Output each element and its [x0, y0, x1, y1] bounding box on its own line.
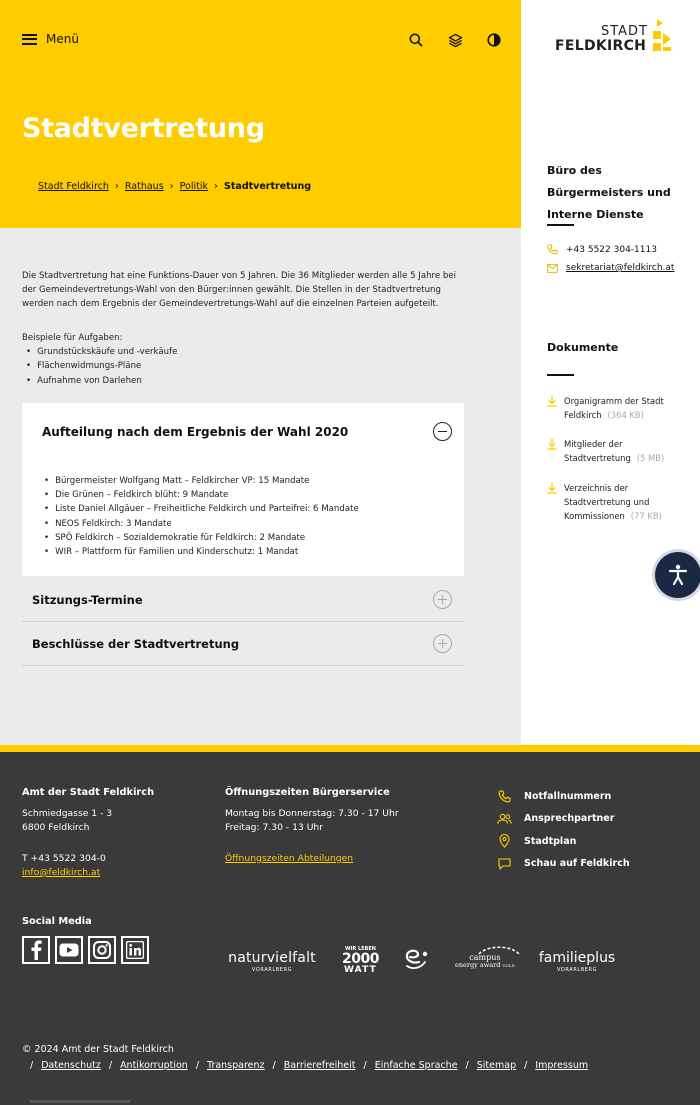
- social-media-title: Social Media: [22, 916, 92, 927]
- logo-text: naturvielfalt: [228, 949, 316, 966]
- phone-number: +43 5522 304-1113: [566, 244, 657, 255]
- list-item: • NEOS Feldkirch: 3 Mandate: [44, 517, 359, 531]
- search-button[interactable]: [407, 31, 425, 49]
- breadcrumb: [38, 181, 311, 192]
- breadcrumb-separator: ›: [169, 181, 174, 192]
- legal-link-sitemap[interactable]: Sitemap: [476, 1060, 517, 1071]
- contrast-icon: [487, 33, 501, 47]
- phone-icon: [498, 790, 511, 803]
- instagram-link[interactable]: [88, 936, 116, 964]
- office-email[interactable]: [547, 263, 674, 273]
- breadcrumb-current: Stadtvertretung: [224, 181, 312, 192]
- breadcrumb-rathaus[interactable]: Rathaus: [124, 181, 164, 192]
- separator: /: [30, 1060, 34, 1071]
- divider: [547, 374, 574, 376]
- accordion-beschluesse[interactable]: [22, 622, 464, 666]
- e5-logo[interactable]: [403, 946, 431, 976]
- office-title: Büro des Bürgermeisters und Interne Dienste: [547, 164, 671, 221]
- footer-city: 6800 Feldkirch: [22, 822, 90, 833]
- link-label: Ansprechpartner: [524, 813, 615, 825]
- logo-text: campus: [469, 952, 501, 962]
- youtube-link[interactable]: [55, 936, 83, 964]
- linkedin-icon: [126, 941, 144, 959]
- email-link[interactable]: sekretariat@feldkirch.at: [566, 263, 675, 273]
- logo-subtext: VORARLBERG: [556, 966, 598, 973]
- document-link-organigramm[interactable]: [547, 394, 692, 422]
- expand-icon[interactable]: [433, 634, 452, 653]
- expand-icon[interactable]: [433, 590, 452, 609]
- footer-quick-links: [497, 785, 630, 875]
- accessibility-button[interactable]: [655, 552, 700, 598]
- accordion-title[interactable]: Sitzungs-Termine: [32, 593, 143, 607]
- link-label: Schau auf Feldkirch: [524, 858, 630, 870]
- link-schau-auf-feldkirch[interactable]: [497, 853, 630, 876]
- documents-title: Dokumente: [547, 341, 619, 354]
- footer-hours: [225, 786, 399, 866]
- accordion-election-results: [22, 403, 464, 576]
- list-item: • Liste Daniel Allgäuer – Freiheitliche Feldkirch und Parteifrei: 6 Mandate: [44, 502, 359, 516]
- link-label: Stadtplan: [524, 835, 577, 847]
- breadcrumb-separator: ›: [114, 181, 119, 192]
- list-item: • Flächenwidmungs-Pläne: [26, 359, 177, 373]
- download-icon: [547, 395, 557, 407]
- e5-icon: [403, 946, 431, 972]
- election-results-list: [44, 474, 359, 559]
- document-name: Organigramm der Stadt Feldkirch: [564, 396, 664, 420]
- legal-link-transparenz[interactable]: Transparenz: [207, 1060, 265, 1071]
- breadcrumb-separator: ›: [214, 181, 219, 192]
- footer-phone: T +43 5522 304-0: [22, 852, 106, 864]
- accordion-title[interactable]: Beschlüsse der Stadtvertretung: [32, 637, 240, 651]
- list-item: • Bürgermeister Wolfgang Matt – Feldkircher VP: 15 Mandate: [44, 474, 359, 488]
- breadcrumb-home[interactable]: Stadt Feldkirch: [38, 181, 109, 192]
- 2000-watt-logo[interactable]: [342, 947, 379, 975]
- logo-text-feldkirch: FELDKIRCH: [555, 38, 647, 54]
- examples-title: Beispiele für Aufgaben:: [22, 333, 123, 343]
- footer-hours-line: Montag bis Donnerstag: 7.30 - 17 Uhr: [225, 807, 399, 819]
- footer-office-title: Amt der Stadt Feldkirch: [22, 787, 155, 798]
- horizontal-scrollbar[interactable]: [30, 1100, 130, 1103]
- document-name: Mitglieder der Stadtvertretung: [564, 439, 631, 463]
- footer-accent-line: [0, 745, 700, 752]
- accordion-title[interactable]: Aufteilung nach dem Ergebnis der Wahl 2020: [42, 425, 349, 439]
- collapse-icon[interactable]: [433, 422, 452, 441]
- divider: [547, 224, 574, 226]
- users-icon: [497, 813, 512, 825]
- document-size: (77 KB): [630, 511, 662, 521]
- footer: [0, 752, 700, 1105]
- accessibility-icon: [666, 563, 690, 587]
- youtube-icon: [59, 943, 79, 957]
- facebook-link[interactable]: [22, 936, 50, 964]
- download-icon: [547, 482, 557, 494]
- chat-icon: [498, 858, 511, 870]
- menu-label: Menü: [46, 32, 79, 46]
- separator: /: [524, 1060, 528, 1071]
- document-name: Verzeichnis der Stadtvertretung und Kommissionen: [564, 483, 650, 521]
- list-item: • Die Grünen – Feldkirch blüht: 9 Mandate: [44, 488, 359, 502]
- separator: /: [108, 1060, 113, 1071]
- document-link-mitglieder[interactable]: [547, 437, 692, 465]
- award-arc-icon: [477, 943, 521, 955]
- header-hero: [0, 0, 521, 228]
- footer-hours-line: Freitag: 7.30 - 13 Uhr: [225, 822, 324, 833]
- layers-button[interactable]: [446, 31, 464, 49]
- facebook-icon: [29, 940, 43, 960]
- logo-text: familieplus: [538, 949, 616, 966]
- separator: /: [363, 1060, 367, 1071]
- legal-link-einfache-sprache[interactable]: Einfache Sprache: [374, 1060, 458, 1071]
- separator: /: [195, 1060, 200, 1071]
- footer-hours-link[interactable]: Öffnungszeiten Abteilungen: [225, 852, 354, 864]
- spacer: [22, 836, 154, 852]
- legal-link-barrierefreiheit[interactable]: Barrierefreiheit: [283, 1060, 356, 1071]
- logo-text-stadt: STADT: [600, 24, 648, 39]
- familieplus-logo[interactable]: [539, 950, 615, 973]
- intro-text: Die Stadtvertretung hat eine Funktions-Dauer von 5 Jahren. Die 36 Mitglieder werden alle 5 Jahre bei der Gemeindevertretungs-Wahl von den Bürger:innen gewählt. Die Stellen in der Stadtvertretung werden nach dem Ergebnis der Gemeindevertretungs-Wahl auf die einzelnen Parteien aufgeteilt.: [22, 271, 457, 310]
- instagram-icon: [93, 941, 111, 959]
- link-notfallnummern[interactable]: [497, 785, 630, 808]
- legal-link-datenschutz[interactable]: Datenschutz: [41, 1060, 101, 1071]
- legal-link-antikorruption[interactable]: Antikorruption: [120, 1060, 188, 1071]
- breadcrumb-politik[interactable]: Politik: [179, 181, 209, 192]
- page-title: Stadtvertretung: [22, 113, 265, 144]
- city-logo[interactable]: [555, 20, 675, 56]
- contrast-button[interactable]: [485, 31, 503, 49]
- campus-energy-award-logo[interactable]: [455, 953, 515, 970]
- linkedin-link[interactable]: [121, 936, 149, 964]
- logo-text: WATT: [343, 965, 378, 975]
- partner-logos: [224, 946, 615, 976]
- main-content: [0, 228, 521, 745]
- examples-block: [22, 331, 177, 388]
- examples-list: [22, 345, 177, 388]
- legal-link-impressum[interactable]: Impressum: [535, 1060, 589, 1071]
- copyright: © 2024 Amt der Stadt Feldkirch: [22, 1044, 174, 1055]
- link-stadtplan[interactable]: [497, 830, 630, 853]
- mail-icon: [547, 264, 558, 273]
- footer-email-link[interactable]: info@feldkirch.at: [22, 867, 101, 878]
- separator: /: [272, 1060, 276, 1071]
- search-icon: [409, 33, 423, 47]
- list-item: • WIR – Plattform für Familien und Kinderschutz: 1 Mandat: [44, 545, 359, 559]
- menu-icon: [22, 34, 37, 45]
- office-phone[interactable]: [547, 244, 657, 255]
- logo-subtext: VORARLBERG: [251, 966, 293, 973]
- link-ansprechpartner[interactable]: [497, 808, 630, 831]
- list-item: • Aufnahme von Darlehen: [26, 374, 177, 388]
- footer-office: [22, 786, 154, 881]
- phone-icon: [547, 244, 558, 255]
- logo-text: WIR LEBEN: [344, 946, 376, 952]
- list-item: • Grundstückskäufe und -verkäufe: [26, 345, 177, 359]
- naturvielfalt-logo[interactable]: [224, 950, 320, 973]
- download-icon: [547, 438, 557, 450]
- footer-hours-title: Öffnungszeiten Bürgerservice: [225, 787, 390, 798]
- link-label: Notfallnummern: [524, 790, 612, 802]
- accordion-sitzungs-termine[interactable]: [22, 578, 464, 622]
- separator: /: [465, 1060, 469, 1071]
- layers-icon: [448, 33, 463, 48]
- map-pin-icon: [499, 834, 510, 848]
- social-media-links: [22, 936, 149, 964]
- document-link-verzeichnis[interactable]: [547, 481, 692, 523]
- logo-text: 2000: [342, 951, 379, 967]
- legal-links: [30, 1060, 588, 1071]
- sidebar: [521, 0, 700, 745]
- spacer: [225, 836, 399, 852]
- list-item: • SPÖ Feldkirch – Sozialdemokratie für Feldkirch: 2 Mandate: [44, 531, 359, 545]
- document-size: (364 KB): [607, 410, 644, 420]
- logo-mark-icon: [651, 19, 673, 53]
- logo-text: energy award GOLD: [454, 960, 515, 969]
- menu-button[interactable]: [22, 32, 79, 46]
- footer-street: Schmiedgasse 1 - 3: [22, 807, 113, 819]
- document-size: (5 MB): [636, 453, 665, 463]
